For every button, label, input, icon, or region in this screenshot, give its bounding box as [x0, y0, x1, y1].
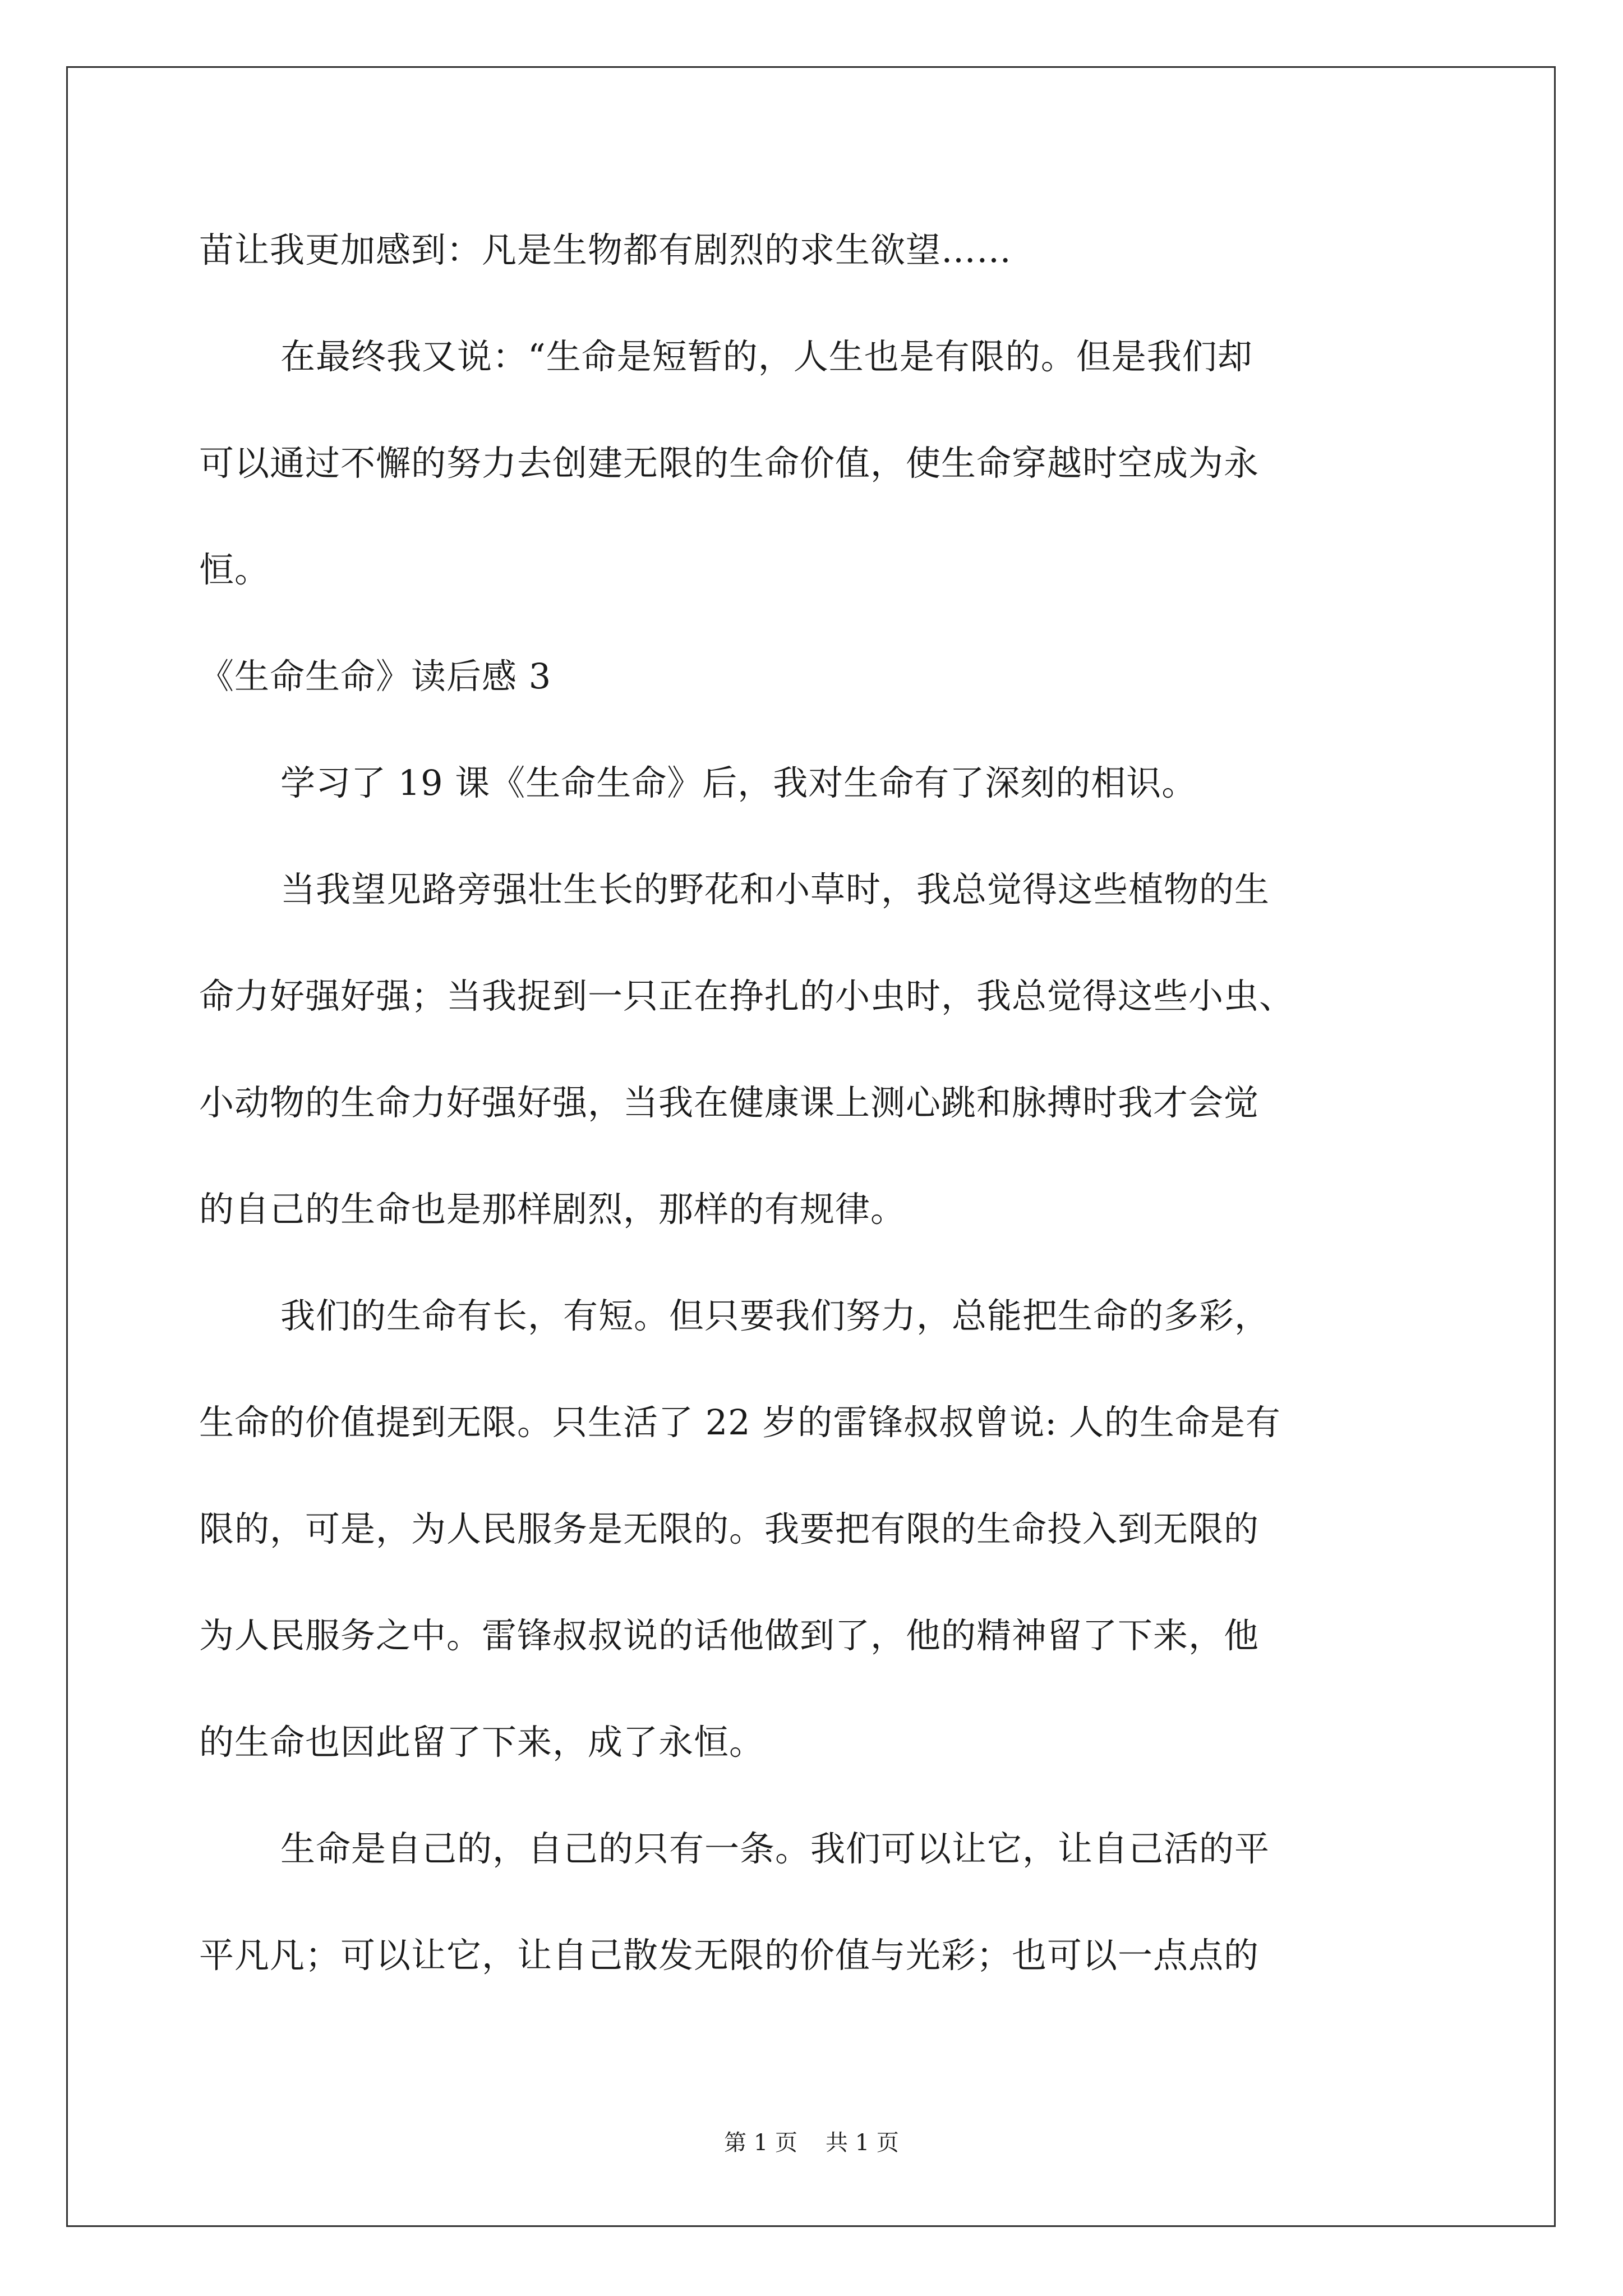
body-text-line: 小动物的生命力好强好强，当我在健康课上测心跳和脉搏时我才会觉 — [199, 1082, 1260, 1123]
body-text-line: 当我望见路旁强壮生长的野花和小草时，我总觉得这些植物的生 — [280, 869, 1270, 910]
page-number: 第 1 页 — [724, 2130, 797, 2156]
body-text-line: 苗让我更加感到：凡是生物都有剧烈的求生欲望…… — [199, 229, 1012, 270]
body-text-line: 生命的价值提到无限。只生活了 22 岁的雷锋叔叔曾说: 人的生命是有 — [199, 1402, 1281, 1443]
section-heading: 《生命生命》读后感 3 — [199, 656, 552, 697]
body-text-line: 为人民服务之中。雷锋叔叔说的话他做到了，他的精神留了下来，他 — [199, 1615, 1260, 1656]
body-text-line: 限的，可是，为人民服务是无限的。我要把有限的生命投入到无限的 — [199, 1508, 1260, 1549]
page-border — [66, 66, 1556, 2227]
page-footer — [0, 2132, 1623, 2154]
body-text-line: 的生命也因此留了下来，成了永恒。 — [199, 1722, 765, 1763]
body-text-line: 平凡凡；可以让它，让自己散发无限的价值与光彩；也可以一点点的 — [199, 1935, 1260, 1976]
body-text-line: 生命是自己的，自己的只有一条。我们可以让它，让自己活的平 — [280, 1828, 1270, 1869]
page-total: 共 1 页 — [826, 2130, 899, 2156]
body-text-line: 恒。 — [199, 549, 270, 590]
body-text-line: 在最终我又说：“生命是短暂的，人生也是有限的。但是我们却 — [280, 336, 1253, 377]
body-text-line: 我们的生命有长，有短。但只要我们努力，总能把生命的多彩， — [280, 1295, 1270, 1336]
body-text-line: 学习了 19 课《生命生命》后，我对生命有了深刻的相识。 — [280, 762, 1197, 803]
body-text-line: 可以通过不懈的努力去创建无限的生命价值，使生命穿越时空成为永 — [199, 443, 1260, 484]
body-text-line: 的自己的生命也是那样剧烈，那样的有规律。 — [199, 1189, 906, 1230]
body-text-line: 命力好强好强；当我捉到一只正在挣扎的小虫时，我总觉得这些小虫、 — [199, 976, 1295, 1016]
